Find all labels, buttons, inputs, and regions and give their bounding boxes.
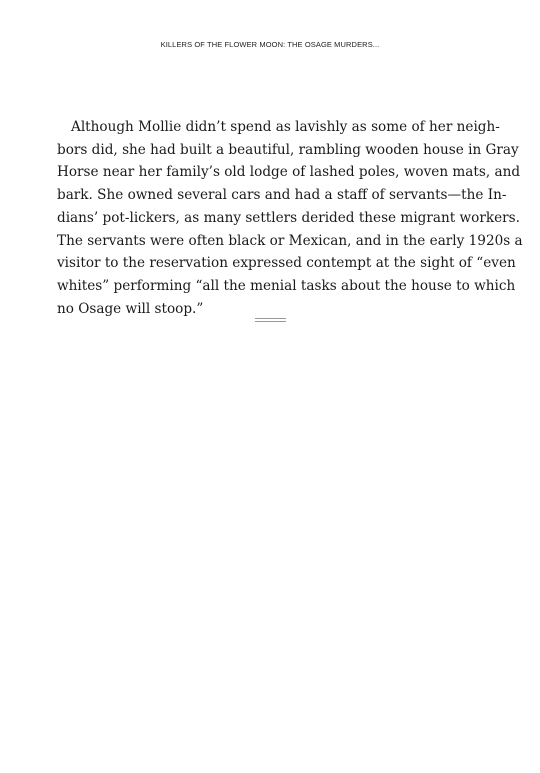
paragraph-line: bors did, she had built a beautiful, rambling wooden house in Gray xyxy=(57,141,519,158)
section-break-rule-bottom xyxy=(255,321,286,322)
body-paragraph xyxy=(57,116,523,320)
paragraph-line: no Osage will stoop.” xyxy=(57,300,204,317)
paragraph-line: bark. She owned several cars and had a staff of servants—the In- xyxy=(57,187,507,204)
section-break-rule-top xyxy=(255,318,286,319)
paragraph-line: The servants were often black or Mexican, and in the early 1920s a xyxy=(57,232,523,249)
paragraph-line: Although Mollie didn’t spend as lavishly as some of her neigh- xyxy=(71,119,500,135)
paragraph-line: visitor to the reservation expressed contempt at the sight of “even xyxy=(57,255,516,272)
running-header: KILLERS OF THE FLOWER MOON: THE OSAGE MURDERS... xyxy=(160,40,380,49)
paragraph-line: whites” performing “all the menial tasks about the house to which xyxy=(57,277,516,294)
paragraph-line: Horse near her family’s old lodge of lashed poles, woven mats, and xyxy=(57,164,521,181)
paragraph-line: dians’ pot-lickers, as many settlers derided these migrant workers. xyxy=(57,209,520,226)
section-break-ornament xyxy=(255,318,286,322)
